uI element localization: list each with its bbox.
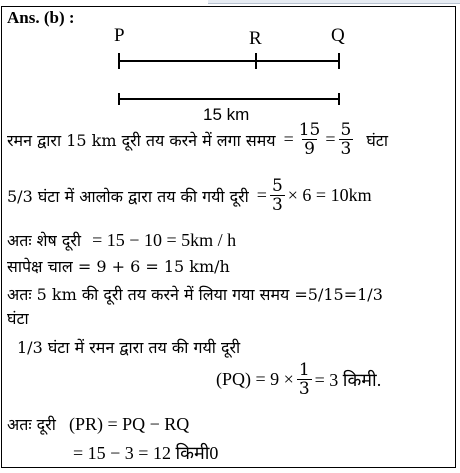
fraction-numerator: 5 (271, 176, 283, 196)
line-remaining-distance (7, 229, 236, 251)
line-raman-time-text: रमन द्वारा 15 km दूरी तय करने में लगा समय (7, 130, 276, 150)
line-final (73, 441, 218, 465)
fraction-numerator: 1 (298, 360, 310, 380)
fraction-numerator: 5 (340, 120, 352, 140)
equals-sign: = (283, 129, 294, 149)
fraction-15-9 (297, 121, 323, 158)
line-relative-speed (7, 255, 230, 277)
line-raman-distance-text: 1/3 घंटा में रमन द्वारा तय की गयी दूरी (17, 338, 241, 357)
fraction-5-3 (339, 121, 354, 158)
fraction-denominator: 3 (298, 379, 310, 399)
line-pr (7, 413, 189, 435)
line-relative-speed-text: सापेक्ष चाल = 9 + 6 = 15 km/h (7, 257, 230, 276)
line-raman-distance (17, 336, 240, 358)
line-final-text: = 15 − 3 = 12 किमी0 (73, 443, 219, 463)
line-pq-result: = 3 किमी. (314, 369, 382, 390)
point-q-label: Q (331, 25, 345, 46)
line-raman-time (7, 121, 388, 158)
line-ghanta-text: घंटा (7, 309, 29, 328)
line-remaining-distance-text: अतः शेष दूरी (7, 231, 82, 250)
line-alok-distance-result: × 6 = 10km (287, 185, 372, 205)
line-alok-distance (7, 177, 372, 214)
fraction-5-3 (270, 177, 285, 214)
equals-sign: = (256, 185, 267, 205)
line-pq (216, 361, 381, 398)
line-ghanta (7, 307, 29, 329)
unit-ghanta: घंटा (366, 130, 389, 150)
fraction-denominator: 3 (271, 195, 283, 215)
fraction-denominator: 3 (340, 139, 352, 159)
answer-label: Ans. (b) : (7, 8, 75, 27)
fraction-denominator: 9 (304, 139, 315, 159)
point-r-label: R (249, 28, 262, 49)
line-pr-text: अतः दूरी (7, 415, 56, 434)
line-remaining-distance-math: = 15 − 10 = 5km / h (92, 230, 237, 250)
equals-sign: = (325, 129, 336, 149)
line-time-5km (7, 283, 383, 305)
line-time-5km-text: अतः 5 km की दूरी तय करने में लिया गया समय =5/15=1/3 (7, 285, 383, 304)
distance-label: 15 km (203, 105, 250, 124)
fraction-1-3 (297, 361, 312, 398)
line-alok-distance-text: 5/3 घंटा में आलोक द्वारा तय की गयी दूरी (7, 186, 249, 206)
fraction-numerator: 15 (298, 120, 321, 140)
line-pr-math: (PR) = PQ − RQ (68, 414, 190, 434)
line-pq-expression: (PQ) = 9 × (216, 369, 294, 389)
point-p-label: P (114, 25, 125, 46)
